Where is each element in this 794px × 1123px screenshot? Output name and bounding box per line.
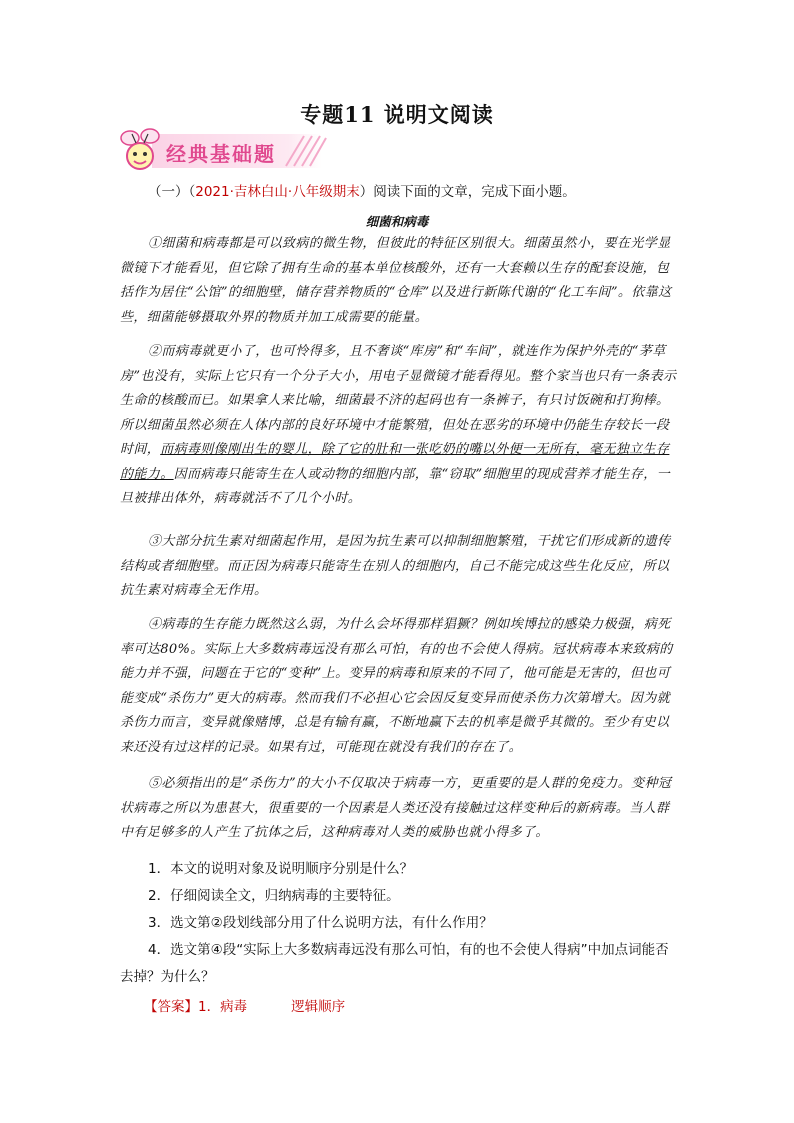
paragraph-1: ①细菌和病毒都是可以致病的微生物，但彼此的特征区别很大。细菌虽然小，要在光学显微镜下才能看见，但它除了拥有生命的基本单位核酸外，还有一大套赖以生存的配套设施，包括作为居住“公馆”的细胞壁，储存营养物质的“仓库”以及进行新陈代谢的“化工车间”。依靠这些，细菌能够摄取外界的物质并加工成需要的能量。: [120, 236, 672, 325]
section-instruction: ）阅读下面的文章，完成下面小题。: [359, 184, 576, 200]
bee-mascot-icon: [118, 126, 164, 176]
section-intro: [148, 180, 576, 200]
underlined-sentence: 而病毒则像刚出生的婴儿，除了它的肚和一张吃奶的嘴以外便一无所有，毫无独立生存的能力。: [120, 442, 670, 482]
source-citation: 2021·吉林白山·八年级期末: [195, 184, 360, 200]
question-2: 2．仔细阅读全文，归纳病毒的主要特征。: [148, 888, 400, 904]
article-title: 细菌和病毒: [365, 214, 429, 229]
paragraph-2-text-a: ②而病毒就更小了，也可怜得多，且不奢谈“库房”和“车间”，就连作为保护外壳的“茅草房”也没有，实际上它只有一个分子大小，用电子显微镜才能看得见。整个家当也只有一条表示生命的核酸而已。如果拿人来比喻，细菌最不济的起码也有一条裤子，有只讨饭碗和打狗棒。所以细菌虽然必须在人体内部的良好环境中才能繁殖，但处在恶劣的环境中仍能生存较长一段时间，: [120, 344, 677, 457]
question-3: 3．选文第②段划线部分用了什么说明方法，有什么作用？: [148, 915, 493, 931]
section-banner: [116, 126, 330, 176]
answer-label: 【答案】: [144, 999, 198, 1015]
question-1: 1．本文的说明对象及说明顺序分别是什么？: [148, 861, 414, 877]
answer-part-2: 逻辑顺序: [291, 999, 346, 1015]
paragraph-3: ③大部分抗生素对细菌起作用，是因为抗生素可以抑制细胞繁殖，干扰它们形成新的遗传结构或者细胞壁。而正因为病毒只能寄生在别人的细胞内，自己不能完成这些生化反应，所以抗生素对病毒全无作用。: [120, 534, 671, 598]
question-4: 4．选文第④段“实际上大多数病毒远没有那么可怕，有的也不会使人得病”中加点词能否去掉？为什么？: [120, 942, 669, 985]
page-title: 专题11 说明文阅读: [300, 102, 494, 127]
answer-line: [144, 995, 345, 1015]
paragraph-2: [120, 340, 682, 512]
paragraph-2-text-b: 因而病毒只能寄生在人或动物的细胞内部，靠“窃取”细胞里的现成营养才能生存，一旦被排出体外，病毒就活不了几个小时。: [120, 466, 671, 506]
section-prefix: （一）（: [148, 184, 196, 200]
paragraph-5: ⑤必须指出的是“杀伤力”的大小不仅取决于病毒一方，更重要的是人群的免疫力。变种冠状病毒之所以为患甚大，很重要的一个因素是人类还没有接触过这样变种后的新病毒。当人群中有足够多的人产生了抗体之后，这种病毒对人类的威胁也就小得多了。: [120, 776, 672, 840]
answer-part-1: 1．病毒: [198, 999, 248, 1015]
banner-label: 经典基础题: [166, 142, 276, 166]
paragraph-4: ④病毒的生存能力既然这么弱，为什么会坏得那样猖獗？例如埃博拉的感染力极强，病死率可达80%。实际上大多数病毒远没有那么可怕，有的也不会使人得病。冠状病毒本来致病的能力并不强，问题在于它的“变种”上。变异的病毒和原来的不同了，他可能是无害的，但也可能变成“杀伤力”更大的病毒。然而我们不必担心它会因反复变异而使杀伤力次第增大。因为就杀伤力而言，变异就像赌博，总是有输有赢，不断地赢下去的机率是微乎其微的。至少有史以来还没有过这样的记录。如果有过，可能现在就没有我们的存在了。: [120, 617, 673, 755]
